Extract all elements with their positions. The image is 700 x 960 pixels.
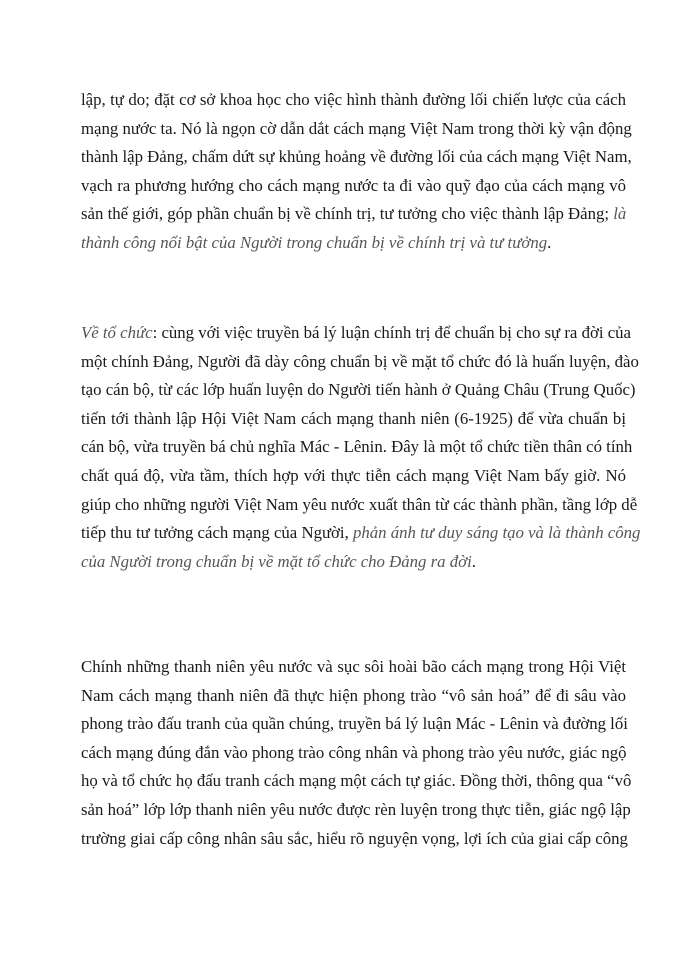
text-line: mạng nước ta. Nó là ngọn cờ dẫn dắt cách mạng Việt Nam trong thời kỳ vận động <box>81 118 632 138</box>
italic-text: của Người trong chuẩn bị về mặt tổ chức cho Đảng ra đời <box>81 551 472 571</box>
italic-text: Về tổ chức <box>81 323 153 342</box>
paragraph-ideology <box>81 86 632 258</box>
text-line: trường giai cấp công nhân sâu sắc, hiểu rõ nguyện vọng, lợi ích của giai cấp công <box>81 828 628 848</box>
italic-text: thành công nổi bật của Người trong chuẩn bị về chính trị và tư tưởng <box>81 232 548 252</box>
text-line: cách mạng đúng đắn vào phong trào công nhân và phong trào yêu nước, giác ngộ <box>81 742 627 762</box>
text-line: chất quá độ, vừa tầm, thích hợp với thực tiễn cách mạng Việt Nam bấy giờ. Nó <box>81 465 626 485</box>
text-line: sản hoá” lớp lớp thanh niên yêu nước được rèn luyện trong thực tiễn, giác ngộ lập <box>81 799 631 819</box>
text-line: vạch ra phương hướng cho cách mạng nước ta đi vào quỹ đạo của cách mạng vô <box>81 175 626 195</box>
text-line: cán bộ, vừa truyền bá chủ nghĩa Mác - Lênin. Đây là một tổ chức tiền thân có tính <box>81 437 633 457</box>
text-line: Nam cách mạng thanh niên đã thực hiện phong trào “vô sản hoá” để đi sâu vào <box>81 685 626 705</box>
paragraph-organization <box>81 319 641 576</box>
text-line: thành lập Đảng, chấm dứt sự khủng hoảng về đường lối của cách mạng Việt Nam, <box>81 147 632 167</box>
text-line: của Người trong chuẩn bị về mặt tổ chức cho Đảng ra đời. <box>81 551 476 571</box>
text-line: phong trào đấu tranh của quần chúng, truyền bá lý luận Mác - Lênin và đường lối <box>81 714 628 734</box>
text-line: thành công nổi bật của Người trong chuẩn bị về chính trị và tư tưởng. <box>81 232 552 252</box>
text-line: lập, tự do; đặt cơ sở khoa học cho việc hình thành đường lối chiến lược của cách <box>81 90 626 109</box>
text-line: tiếp thu tư tưởng cách mạng của Người, phản ánh tư duy sáng tạo và là thành công <box>81 523 641 543</box>
text-line: Chính những thanh niên yêu nước và sục sôi hoài bão cách mạng trong Hội Việt <box>81 657 626 676</box>
text-line: sản thế giới, góp phần chuẩn bị về chính trị, tư tưởng cho việc thành lập Đảng; là <box>81 204 627 224</box>
text-line: họ và tổ chức họ đấu tranh cách mạng một cách tự giác. Đồng thời, thông qua “vô <box>81 771 632 791</box>
paragraph-youth-proletarianization <box>81 653 632 853</box>
text-line: một chính Đảng, Người đã dày công chuẩn bị về mặt tổ chức đó là huấn luyện, đào <box>81 351 639 371</box>
text-line: tạo cán bộ, từ các lớp huấn luyện do Người tiến hành ở Quảng Châu (Trung Quốc) <box>81 380 636 400</box>
text-line: giúp cho những người Việt Nam yêu nước xuất thân từ các thành phần, tầng lớp dễ <box>81 494 638 514</box>
text-line: tiến tới thành lập Hội Việt Nam cách mạng thanh niên (6-1925) để vừa chuẩn bị <box>81 408 626 428</box>
text-line: Về tổ chức: cùng với việc truyền bá lý luận chính trị để chuẩn bị cho sự ra đời của <box>81 323 631 342</box>
italic-text: là <box>613 204 627 224</box>
italic-text: phản ánh tư duy sáng tạo và là thành công <box>352 523 641 543</box>
